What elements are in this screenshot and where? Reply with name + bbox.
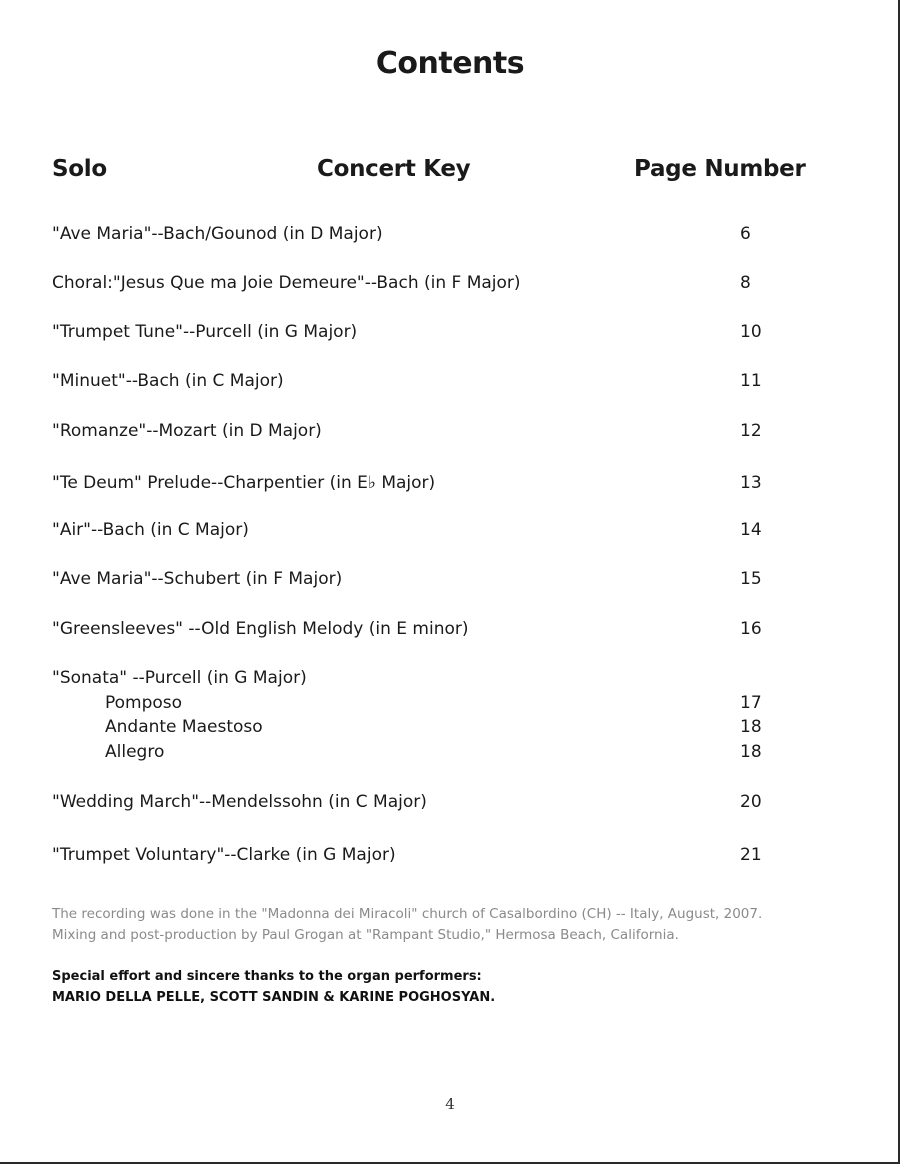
performer-names: MARIO DELLA PELLE, SCOTT SANDIN & KARINE POGHOSYAN.	[52, 990, 496, 1005]
entry-page: 8	[740, 273, 751, 293]
entry-title: "Trumpet Tune"--Purcell (in G Major)	[52, 322, 358, 342]
entry-page: 17	[740, 693, 762, 713]
recording-note-line: Mixing and post-production by Paul Grogan at "Rampant Studio," Hermosa Beach, California.	[52, 927, 679, 943]
entry-title: "Wedding March"--Mendelssohn (in C Major)	[52, 792, 427, 812]
entry-page: 16	[740, 619, 762, 639]
entry-page: 14	[740, 520, 762, 540]
entry-page: 15	[740, 569, 762, 589]
recording-notes	[52, 904, 762, 946]
entry-page: 11	[740, 371, 762, 391]
entry-page: 21	[740, 845, 762, 865]
entry-page: 6	[740, 224, 751, 244]
entry-page: 20	[740, 792, 762, 812]
entry-title: "Minuet"--Bach (in C Major)	[52, 371, 284, 391]
entry-page: 18	[740, 717, 762, 737]
entry-movement-title: Allegro	[105, 742, 165, 762]
entry-title: Choral:"Jesus Que ma Joie Demeure"--Bach (in F Major)	[52, 273, 521, 293]
header-concert-key: Concert Key	[317, 156, 471, 182]
entry-movement-title: Andante Maestoso	[105, 717, 263, 737]
entry-title: "Greensleeves" --Old English Melody (in E minor)	[52, 619, 469, 639]
header-solo: Solo	[52, 156, 107, 182]
page-title: Contents	[375, 46, 525, 81]
entry-title: "Sonata" --Purcell (in G Major)	[52, 668, 307, 688]
page-number-folio: 4	[445, 1095, 455, 1113]
entry-title: "Trumpet Voluntary"--Clarke (in G Major)	[52, 845, 396, 865]
entry-title: "Air"--Bach (in C Major)	[52, 520, 249, 540]
entry-movement-title: Pomposo	[105, 693, 183, 713]
entry-title: "Ave Maria"--Schubert (in F Major)	[52, 569, 343, 589]
recording-note-line: The recording was done in the "Madonna dei Miracoli" church of Casalbordino (CH) -- Italy, August, 2007.	[52, 906, 763, 922]
header-page-number: Page Number	[634, 156, 806, 182]
entry-page: 12	[740, 421, 762, 441]
acknowledgements	[52, 966, 495, 1008]
entry-page: 13	[740, 473, 762, 493]
acknowledgement-line: Special effort and sincere thanks to the organ performers:	[52, 969, 482, 984]
entry-title: "Romanze"--Mozart (in D Major)	[52, 421, 322, 441]
entry-page: 10	[740, 322, 762, 342]
entry-page: 18	[740, 742, 762, 762]
entry-title: "Ave Maria"--Bach/Gounod (in D Major)	[52, 224, 383, 244]
entry-title: "Te Deum" Prelude--Charpentier (in E♭ Major)	[52, 473, 436, 493]
